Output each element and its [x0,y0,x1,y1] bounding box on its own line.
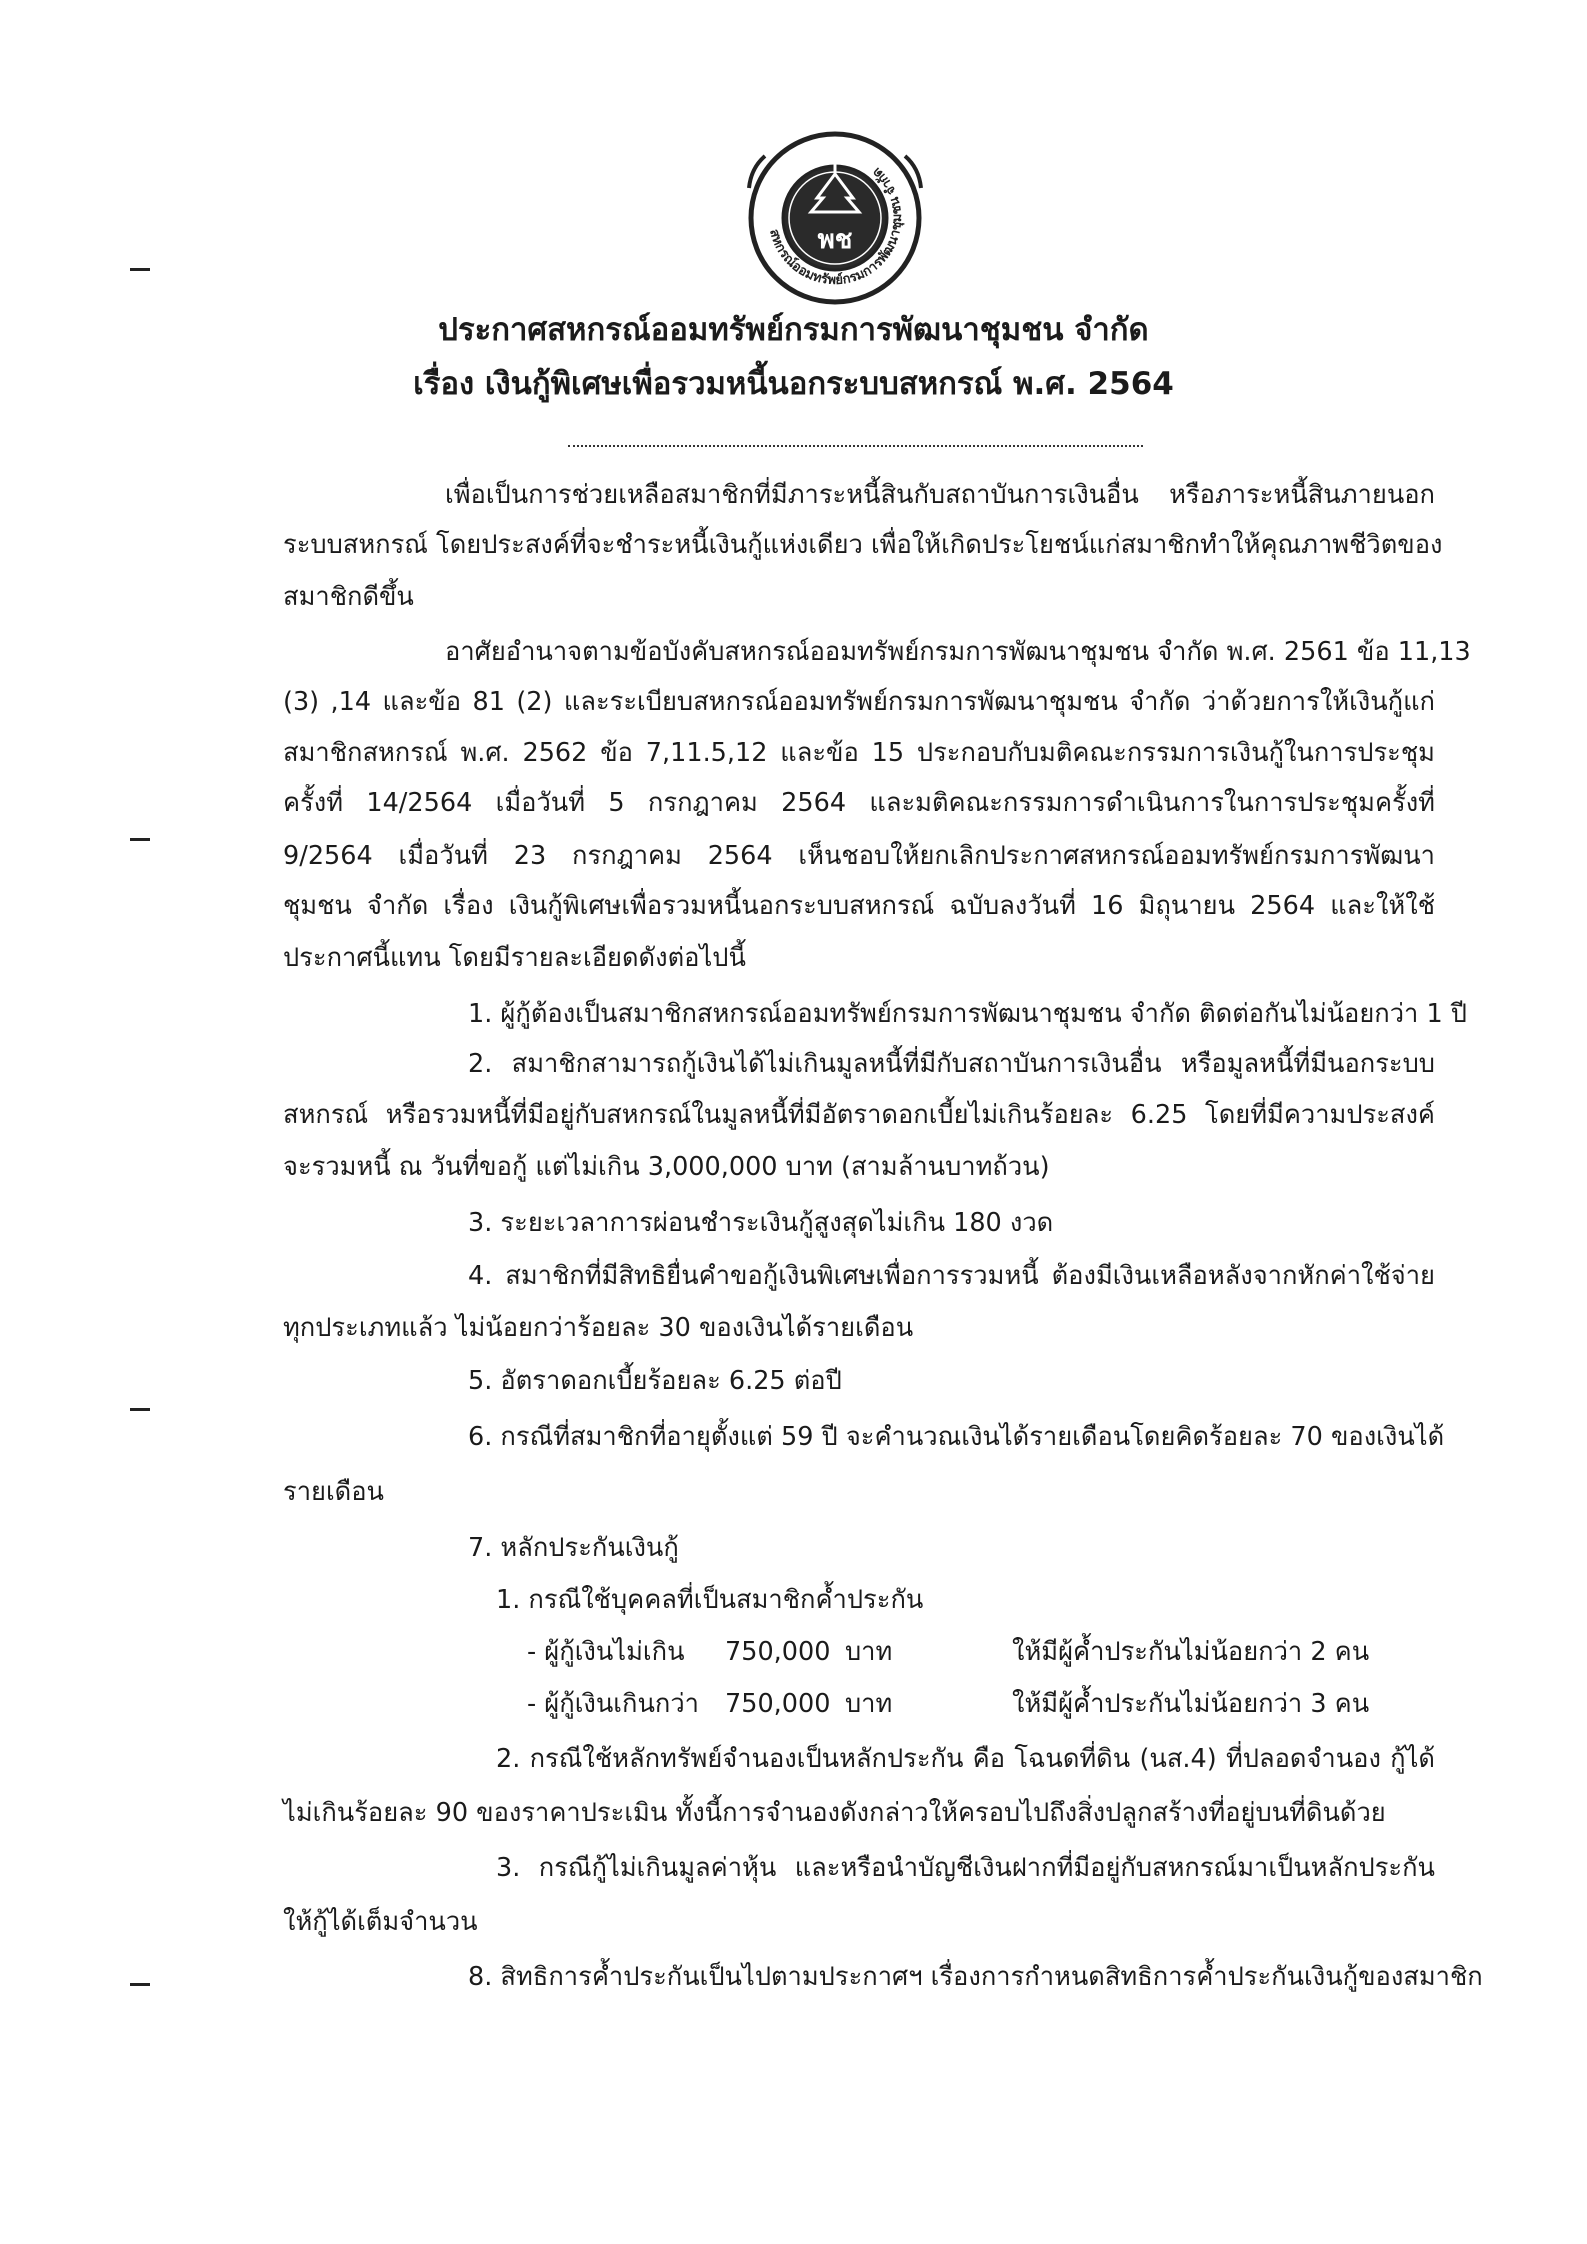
clause-5: 5. อัตราดอกเบี้ยร้อยละ 6.25 ต่อปี [468,1366,842,1396]
guarantor-amount: 750,000 [725,1637,831,1667]
paragraph-line: อาศัยอำนาจตามข้อบังคับสหกรณ์ออมทรัพย์กรมการพัฒนาชุมชน จำกัด พ.ศ. 2561 ข้อ 11,13 [445,637,1471,667]
clause-7-sub1: 1. กรณีใช้บุคคลที่เป็นสมาชิกค้ำประกัน [496,1585,924,1615]
clause-4-line: 4. สมาชิกที่มีสิทธิยื่นคำขอกู้เงินพิเศษเพื่อการรวมหนี้ ต้องมีเงินเหลือหลังจากหักค่าใช้จ่าย [468,1261,1435,1291]
paragraph-line: 9/2564 เมื่อวันที่ 23 กรกฎาคม 2564 เห็นชอบให้ยกเลิกประกาศสหกรณ์ออมทรัพย์กรมการพัฒนา [283,841,1435,871]
clause-7-sub2-line: ไม่เกินร้อยละ 90 ของราคาประเมิน ทั้งนี้การจำนองดังกล่าวให้ครอบไปถึงสิ่งปลูกสร้างที่อยู่บนที่ดินด้วย [283,1798,1386,1828]
paragraph-line: ชุมชน จำกัด เรื่อง เงินกู้พิเศษเพื่อรวมหนี้นอกระบบสหกรณ์ ฉบับลงวันที่ 16 มิถุนายน 2564 และให้ใช้ [283,891,1435,921]
clause-6-line: รายเดือน [283,1477,384,1507]
clause-1: 1. ผู้กู้ต้องเป็นสมาชิกสหกรณ์ออมทรัพย์กรมการพัฒนาชุมชน จำกัด ติดต่อกันไม่น้อยกว่า 1 ปี [468,999,1467,1029]
guarantor-label: - ผู้กู้เงินไม่เกิน [527,1637,685,1667]
announcement-title: ประกาศสหกรณ์ออมทรัพย์กรมการพัฒนาชุมชน จำกัด [438,312,1149,348]
margin-mark [130,838,150,841]
guarantor-rule: ให้มีผู้ค้ำประกันไม่น้อยกว่า 3 คน [1012,1689,1370,1719]
guarantor-rule: ให้มีผู้ค้ำประกันไม่น้อยกว่า 2 คน [1012,1637,1370,1667]
announcement-subject: เรื่อง เงินกู้พิเศษเพื่อรวมหนี้นอกระบบสหกรณ์ พ.ศ. 2564 [413,366,1174,402]
logo-center-text: พช [817,225,853,255]
guarantor-unit: บาท [845,1637,893,1667]
paragraph-line: สมาชิกดีขึ้น [283,582,414,612]
guarantor-unit: บาท [845,1689,893,1719]
clause-2-line: จะรวมหนี้ ณ วันที่ขอกู้ แต่ไม่เกิน 3,000,000 บาท (สามล้านบาทถ้วน) [283,1152,1050,1182]
clause-4-line: ทุกประเภทแล้ว ไม่น้อยกว่าร้อยละ 30 ของเงินได้รายเดือน [283,1313,914,1343]
paragraph-line: ระบบสหกรณ์ โดยประสงค์ที่จะชำระหนี้เงินกู้แห่งเดียว เพื่อให้เกิดประโยชน์แก่สมาชิกทำให้คุณภาพชีวิตของ [283,530,1443,560]
clause-8: 8. สิทธิการค้ำประกันเป็นไปตามประกาศฯ เรื่องการกำหนดสิทธิการค้ำประกันเงินกู้ของสมาชิก [468,1962,1483,1992]
guarantor-label: - ผู้กู้เงินเกินกว่า [527,1689,699,1719]
paragraph-line: (3) ,14 และข้อ 81 (2) และระเบียบสหกรณ์ออมทรัพย์กรมการพัฒนาชุมชน จำกัด ว่าด้วยการให้เงินกู้แก่ [283,687,1435,717]
margin-mark [130,1983,150,1986]
margin-mark [130,268,150,271]
clause-6-line: 6. กรณีที่สมาชิกที่อายุตั้งแต่ 59 ปี จะคำนวณเงินได้รายเดือนโดยคิดร้อยละ 70 ของเงินได้ [468,1422,1445,1452]
cooperative-logo [745,128,925,308]
clause-7-heading: 7. หลักประกันเงินกู้ [468,1533,679,1563]
margin-mark [130,1408,150,1411]
clause-7-sub3-line: ให้กู้ได้เต็มจำนวน [283,1907,478,1937]
paragraph-line: ครั้งที่ 14/2564 เมื่อวันที่ 5 กรกฎาคม 2564 และมติคณะกรรมการดำเนินการในการประชุมครั้งที่ [283,788,1435,818]
clause-2-line: 2. สมาชิกสามารถกู้เงินได้ไม่เกินมูลหนี้ที่มีกับสถาบันการเงินอื่น หรือมูลหนี้ที่มีนอกระบบ [468,1049,1435,1079]
clause-2-line: สหกรณ์ หรือรวมหนี้ที่มีอยู่กับสหกรณ์ในมูลหนี้ที่มีอัตราดอกเบี้ยไม่เกินร้อยละ 6.25 โดยที่มีความประสงค์ [283,1100,1435,1130]
guarantor-amount: 750,000 [725,1689,831,1719]
logo-ring-text: สหกรณ์ออมทรัพย์กรมการพัฒนาชุมชน จำกัด [766,164,906,289]
paragraph-line: สมาชิกสหกรณ์ พ.ศ. 2562 ข้อ 7,11.5,12 และข้อ 15 ประกอบกับมติคณะกรรมการเงินกู้ในการประชุม [283,738,1435,768]
clause-7-sub3-line: 3. กรณีกู้ไม่เกินมูลค่าหุ้น และหรือนำบัญชีเงินฝากที่มีอยู่กับสหกรณ์มาเป็นหลักประกัน [496,1853,1435,1883]
paragraph-line: ประกาศนี้แทน โดยมีรายละเอียดดังต่อไปนี้ [283,943,746,973]
title-divider [568,445,1143,447]
paragraph-line: เพื่อเป็นการช่วยเหลือสมาชิกที่มีภาระหนี้สินกับสถาบันการเงินอื่น หรือภาระหนี้สินภายนอก [445,480,1435,510]
clause-3: 3. ระยะเวลาการผ่อนชำระเงินกู้สูงสุดไม่เกิน 180 งวด [468,1208,1054,1238]
clause-7-sub2-line: 2. กรณีใช้หลักทรัพย์จำนองเป็นหลักประกัน คือ โฉนดที่ดิน (นส.4) ที่ปลอดจำนอง กู้ได้ [496,1744,1435,1774]
